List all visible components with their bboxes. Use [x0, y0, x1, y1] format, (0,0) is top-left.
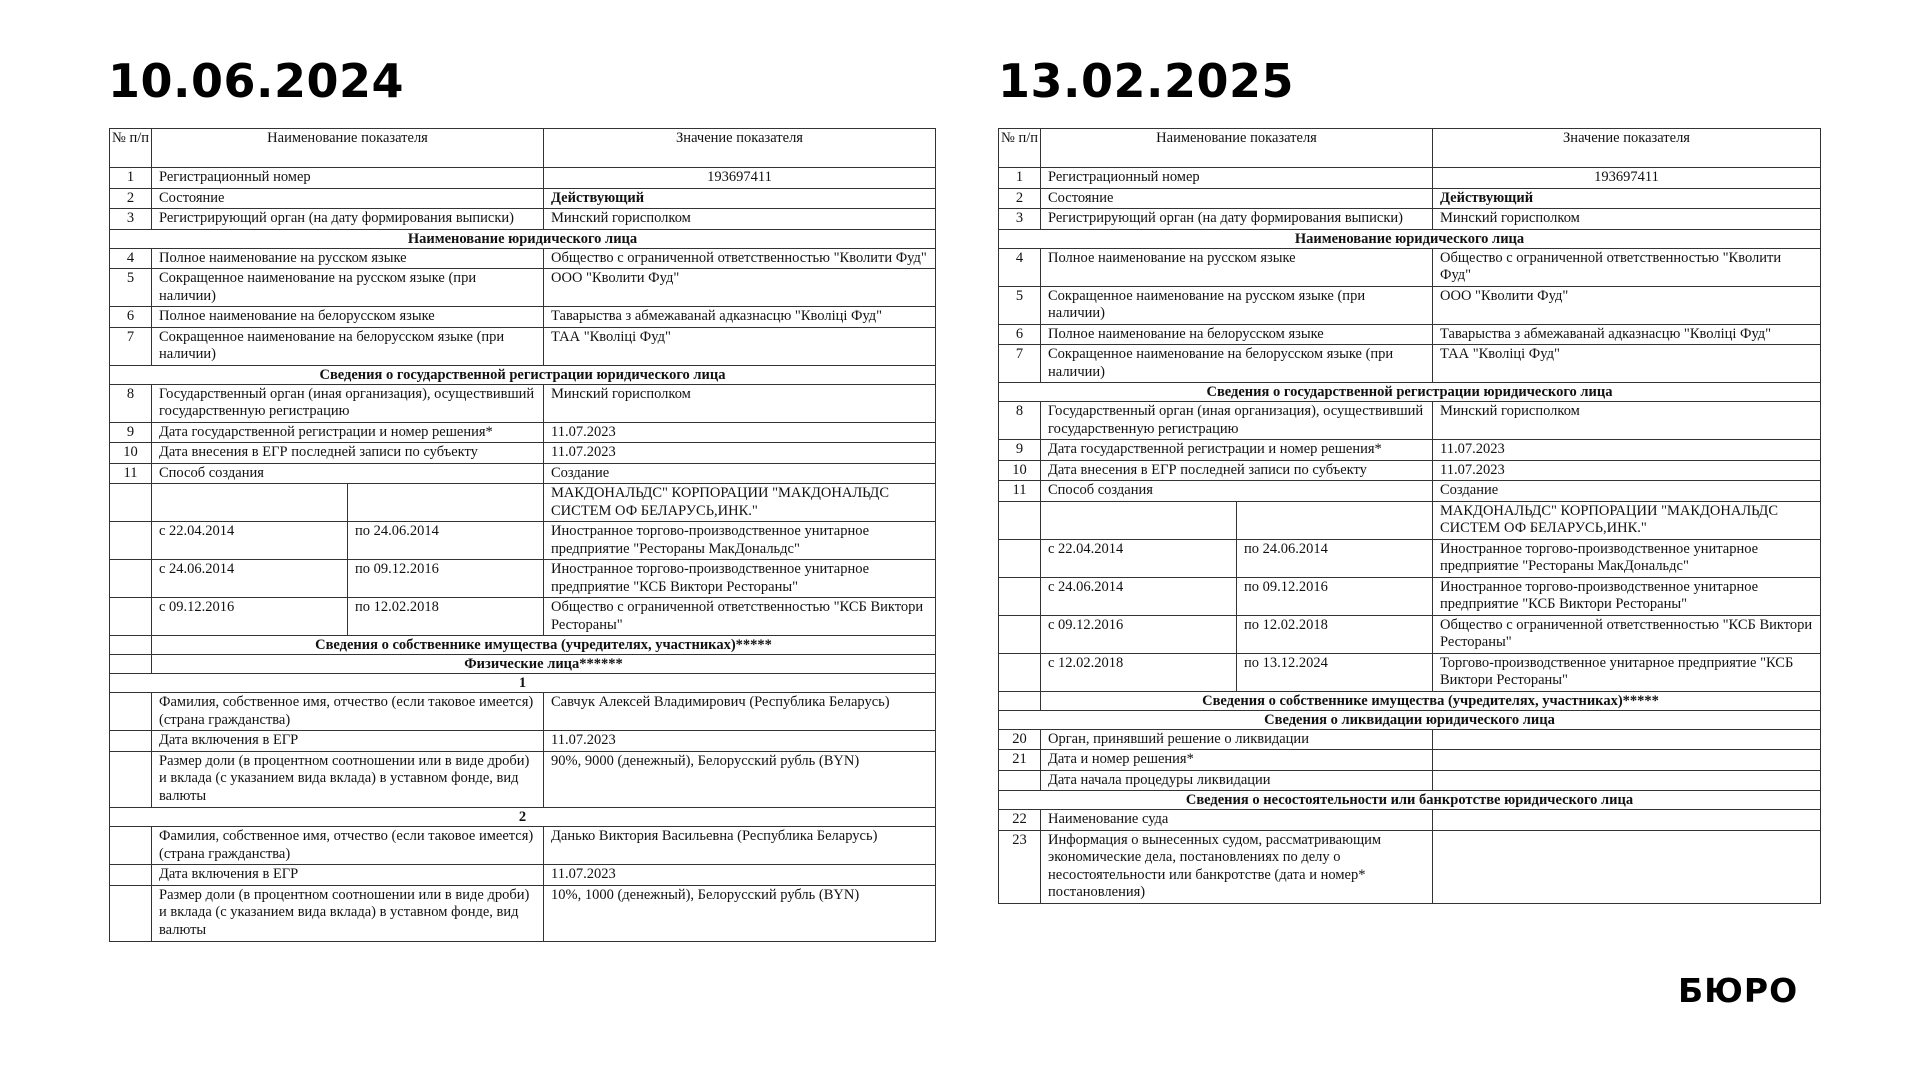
table-row: 11 Способ создания Создание — [999, 481, 1821, 502]
date-right: 13.02.2025 — [998, 54, 1295, 108]
row-label: Полное наименование на русском языке — [152, 248, 544, 269]
row-value: Общество с ограниченной ответственностью "Кволити Фуд" — [1433, 248, 1821, 286]
period-from: с 24.06.2014 — [1041, 577, 1237, 615]
row-value: 11.07.2023 — [1433, 440, 1821, 461]
row-label: Регистрирующий орган (на дату формирования выписки) — [1041, 209, 1433, 230]
person-fio: Данько Виктория Васильевна (Республика Беларусь) — [544, 827, 936, 865]
section-row — [999, 691, 1821, 710]
predecessor-name: Иностранное торгово-производственное унитарное предприятие "КСБ Виктори Рестораны" — [544, 560, 936, 598]
row-value: Минский горисполком — [544, 384, 936, 422]
extract-2024 — [109, 128, 935, 942]
table-row: 6 Полное наименование на белорусском языке Таварыства з абмежаванай адказнасцю "Кволіці Фуд" — [999, 324, 1821, 345]
row-label: Способ создания — [152, 463, 544, 484]
date-left: 10.06.2024 — [108, 54, 405, 108]
row-value: ООО "Кволити Фуд" — [544, 269, 936, 307]
row-label: Полное наименование на белорусском языке — [1041, 324, 1433, 345]
table-row: 11 Способ создания Создание — [110, 463, 936, 484]
predecessor-row — [110, 522, 936, 560]
row-label: Дата и номер решения* — [1041, 750, 1433, 771]
reg-number: 193697411 — [1433, 168, 1821, 189]
section-title: Сведения о собственнике имущества (учредителях, участниках)***** — [152, 636, 936, 655]
row-value: ТАА "Кволіці Фуд" — [544, 327, 936, 365]
status-value: Действующий — [1433, 188, 1821, 209]
person-share: 90%, 9000 (денежный), Белорусский рубль (BYN) — [544, 751, 936, 808]
row-value — [1433, 810, 1821, 831]
period-from: с 24.06.2014 — [152, 560, 348, 598]
period-to: по 09.12.2016 — [348, 560, 544, 598]
person-egr-date: 11.07.2023 — [544, 865, 936, 886]
table-row: 6 Полное наименование на белорусском языке Таварыства з абмежаванай адказнасцю "Кволіці Фуд" — [110, 307, 936, 328]
row-label: Способ создания — [1041, 481, 1433, 502]
row-label: Состояние — [152, 188, 544, 209]
header-name: Наименование показателя — [1041, 129, 1433, 168]
table-row: 22 Наименование суда — [999, 810, 1821, 831]
row-label: Сокращенное наименование на русском языке (при наличии) — [152, 269, 544, 307]
row-label: Регистрационный номер — [152, 168, 544, 189]
row-label: Дата включения в ЕГР — [152, 731, 544, 752]
table-row: 5 Сокращенное наименование на русском языке (при наличии) ООО "Кволити Фуд" — [110, 269, 936, 307]
egr-table-2025 — [998, 128, 1821, 904]
row-value: Таварыства з абмежаванай адказнасцю "Кволіці Фуд" — [544, 307, 936, 328]
table-row — [110, 693, 936, 731]
person-index-row — [110, 808, 936, 827]
predecessor-row — [110, 560, 936, 598]
section-row — [999, 229, 1821, 248]
table-row: 1 Регистрационный номер 193697411 — [110, 168, 936, 189]
section-title: Сведения о несостоятельности или банкротстве юридического лица — [999, 791, 1821, 810]
person-egr-date: 11.07.2023 — [544, 731, 936, 752]
row-value: Создание — [544, 463, 936, 484]
section-row — [110, 229, 936, 248]
predecessor-name: Иностранное торгово-производственное унитарное предприятие "Рестораны МакДональдс" — [1433, 539, 1821, 577]
period-to: по 24.06.2014 — [1237, 539, 1433, 577]
table-row: 8 Государственный орган (иная организация), осуществивший государственную регистрацию Минский горисполком — [999, 402, 1821, 440]
table-row: 4 Полное наименование на русском языке Общество с ограниченной ответственностью "Кволити Фуд" — [110, 248, 936, 269]
row-label: Информация о вынесенных судом, рассматривающим экономические дела, постановлениях по делу о несостоятельности или банкротстве (дата и номер* постановления) — [1041, 830, 1433, 903]
row-label: Сокращенное наименование на белорусском языке (при наличии) — [1041, 345, 1433, 383]
period-to: по 12.02.2018 — [1237, 615, 1433, 653]
row-label: Полное наименование на русском языке — [1041, 248, 1433, 286]
row-label: Государственный орган (иная организация), осуществивший государственную регистрацию — [152, 384, 544, 422]
period-from: с 22.04.2014 — [152, 522, 348, 560]
table-row: 9 Дата государственной регистрации и номер решения* 11.07.2023 — [110, 422, 936, 443]
status-value: Действующий — [544, 188, 936, 209]
section-row — [999, 710, 1821, 729]
row-label: Состояние — [1041, 188, 1433, 209]
person-share: 10%, 1000 (денежный), Белорусский рубль (BYN) — [544, 885, 936, 942]
row-value: Минский горисполком — [544, 209, 936, 230]
table-row — [999, 770, 1821, 791]
row-value — [1433, 729, 1821, 750]
predecessor-row — [110, 598, 936, 636]
table-row — [110, 885, 936, 942]
person-fio: Савчук Алексей Владимирович (Республика Беларусь) — [544, 693, 936, 731]
section-row — [999, 383, 1821, 402]
header-num: № п/п — [999, 129, 1041, 168]
table-row: 2 Состояние Действующий — [110, 188, 936, 209]
table-row: 3 Регистрирующий орган (на дату формирования выписки) Минский горисполком — [999, 209, 1821, 230]
table-row: 7 Сокращенное наименование на белорусском языке (при наличии) ТАА "Кволіці Фуд" — [110, 327, 936, 365]
section-title: Физические лица****** — [152, 655, 936, 674]
table-row: 5 Сокращенное наименование на русском языке (при наличии) ООО "Кволити Фуд" — [999, 286, 1821, 324]
person-index-row — [110, 674, 936, 693]
row-label: Фамилия, собственное имя, отчество (если таковое имеется) (страна гражданства) — [152, 827, 544, 865]
row-label: Регистрирующий орган (на дату формирования выписки) — [152, 209, 544, 230]
table-row: 7 Сокращенное наименование на белорусском языке (при наличии) ТАА "Кволіці Фуд" — [999, 345, 1821, 383]
row-value: 11.07.2023 — [1433, 460, 1821, 481]
row-label: Дата государственной регистрации и номер решения* — [1041, 440, 1433, 461]
predecessor-name: Общество с ограниченной ответственностью "КСБ Виктори Рестораны" — [544, 598, 936, 636]
reg-number: 193697411 — [544, 168, 936, 189]
section-title: Сведения о государственной регистрации юридического лица — [999, 383, 1821, 402]
extract-2025 — [998, 128, 1820, 904]
row-label: Орган, принявший решение о ликвидации — [1041, 729, 1433, 750]
table-header — [999, 129, 1821, 168]
row-label: Размер доли (в процентном соотношении или в виде дроби) и вклада (с указанием вида вклада) в уставном фонде, вид валюты — [152, 751, 544, 808]
row-label: Дата включения в ЕГР — [152, 865, 544, 886]
predecessor-row — [110, 484, 936, 522]
period-to: по 24.06.2014 — [348, 522, 544, 560]
row-label: Государственный орган (иная организация), осуществивший государственную регистрацию — [1041, 402, 1433, 440]
period-from: с 09.12.2016 — [1041, 615, 1237, 653]
row-label: Фамилия, собственное имя, отчество (если таковое имеется) (страна гражданства) — [152, 693, 544, 731]
row-label: Регистрационный номер — [1041, 168, 1433, 189]
row-value — [1433, 830, 1821, 903]
table-row — [110, 751, 936, 808]
section-row — [110, 655, 936, 674]
period-to: по 12.02.2018 — [348, 598, 544, 636]
period-to: по 09.12.2016 — [1237, 577, 1433, 615]
section-row — [110, 365, 936, 384]
table-header — [110, 129, 936, 168]
row-value: Минский горисполком — [1433, 209, 1821, 230]
buro-logo: БЮРО — [1678, 971, 1799, 1010]
section-title: Наименование юридического лица — [999, 229, 1821, 248]
table-row: 20 Орган, принявший решение о ликвидации — [999, 729, 1821, 750]
row-value: Создание — [1433, 481, 1821, 502]
period-from: с 12.02.2018 — [1041, 653, 1237, 691]
predecessor-row — [999, 577, 1821, 615]
table-row — [110, 731, 936, 752]
table-row: 1 Регистрационный номер 193697411 — [999, 168, 1821, 189]
header-value: Значение показателя — [1433, 129, 1821, 168]
row-value: ТАА "Кволіці Фуд" — [1433, 345, 1821, 383]
table-row: 9 Дата государственной регистрации и номер решения* 11.07.2023 — [999, 440, 1821, 461]
table-row — [110, 827, 936, 865]
person-index: 2 — [110, 808, 936, 827]
predecessor-name: Общество с ограниченной ответственностью "КСБ Виктори Рестораны" — [1433, 615, 1821, 653]
period-to: по 13.12.2024 — [1237, 653, 1433, 691]
row-value: Общество с ограниченной ответственностью "Кволити Фуд" — [544, 248, 936, 269]
row-value: Таварыства з абмежаванай адказнасцю "Кволіці Фуд" — [1433, 324, 1821, 345]
row-label: Дата внесения в ЕГР последней записи по субъекту — [1041, 460, 1433, 481]
table-row: 21 Дата и номер решения* — [999, 750, 1821, 771]
row-label: Дата начала процедуры ликвидации — [1041, 770, 1433, 791]
header-num: № п/п — [110, 129, 152, 168]
predecessor-row — [999, 501, 1821, 539]
table-row: 23 Информация о вынесенных судом, рассматривающим экономические дела, постановлениях по делу о несостоятельности или банкротстве (дата и номер* постановления) — [999, 830, 1821, 903]
predecessor-name: МАКДОНАЛЬДС" КОРПОРАЦИИ "МАКДОНАЛЬДС СИСТЕМ ОФ БЕЛАРУСЬ,ИНК." — [1433, 501, 1821, 539]
predecessor-name: МАКДОНАЛЬДС" КОРПОРАЦИИ "МАКДОНАЛЬДС СИСТЕМ ОФ БЕЛАРУСЬ,ИНК." — [544, 484, 936, 522]
predecessor-row — [999, 615, 1821, 653]
period-from: с 22.04.2014 — [1041, 539, 1237, 577]
section-row — [110, 636, 936, 655]
table-row — [110, 865, 936, 886]
section-title: Сведения о собственнике имущества (учредителях, участниках)***** — [1041, 691, 1821, 710]
egr-table-2024 — [109, 128, 936, 942]
table-row: 10 Дата внесения в ЕГР последней записи по субъекту 11.07.2023 — [999, 460, 1821, 481]
row-label: Сокращенное наименование на русском языке (при наличии) — [1041, 286, 1433, 324]
predecessor-name: Торгово-производственное унитарное предприятие "КСБ Виктори Рестораны" — [1433, 653, 1821, 691]
section-title: Сведения о государственной регистрации юридического лица — [110, 365, 936, 384]
table-row: 4 Полное наименование на русском языке Общество с ограниченной ответственностью "Кволити Фуд" — [999, 248, 1821, 286]
period-from: с 09.12.2016 — [152, 598, 348, 636]
section-title: Наименование юридического лица — [110, 229, 936, 248]
row-label: Полное наименование на белорусском языке — [152, 307, 544, 328]
table-row: 10 Дата внесения в ЕГР последней записи по субъекту 11.07.2023 — [110, 443, 936, 464]
section-title: Сведения о ликвидации юридического лица — [999, 710, 1821, 729]
table-row: 3 Регистрирующий орган (на дату формирования выписки) Минский горисполком — [110, 209, 936, 230]
row-value — [1433, 770, 1821, 791]
row-value: 11.07.2023 — [544, 422, 936, 443]
header-name: Наименование показателя — [152, 129, 544, 168]
header-value: Значение показателя — [544, 129, 936, 168]
row-value — [1433, 750, 1821, 771]
row-label: Дата государственной регистрации и номер решения* — [152, 422, 544, 443]
table-row: 8 Государственный орган (иная организация), осуществивший государственную регистрацию Минский горисполком — [110, 384, 936, 422]
person-index: 1 — [110, 674, 936, 693]
row-value: ООО "Кволити Фуд" — [1433, 286, 1821, 324]
row-label: Дата внесения в ЕГР последней записи по субъекту — [152, 443, 544, 464]
predecessor-row — [999, 539, 1821, 577]
row-value: 11.07.2023 — [544, 443, 936, 464]
predecessor-name: Иностранное торгово-производственное унитарное предприятие "Рестораны МакДональдс" — [544, 522, 936, 560]
row-value: Минский горисполком — [1433, 402, 1821, 440]
table-row: 2 Состояние Действующий — [999, 188, 1821, 209]
section-row — [999, 791, 1821, 810]
row-label: Сокращенное наименование на белорусском языке (при наличии) — [152, 327, 544, 365]
predecessor-name: Иностранное торгово-производственное унитарное предприятие "КСБ Виктори Рестораны" — [1433, 577, 1821, 615]
row-label: Наименование суда — [1041, 810, 1433, 831]
predecessor-row — [999, 653, 1821, 691]
row-label: Размер доли (в процентном соотношении или в виде дроби) и вклада (с указанием вида вклада) в уставном фонде, вид валюты — [152, 885, 544, 942]
